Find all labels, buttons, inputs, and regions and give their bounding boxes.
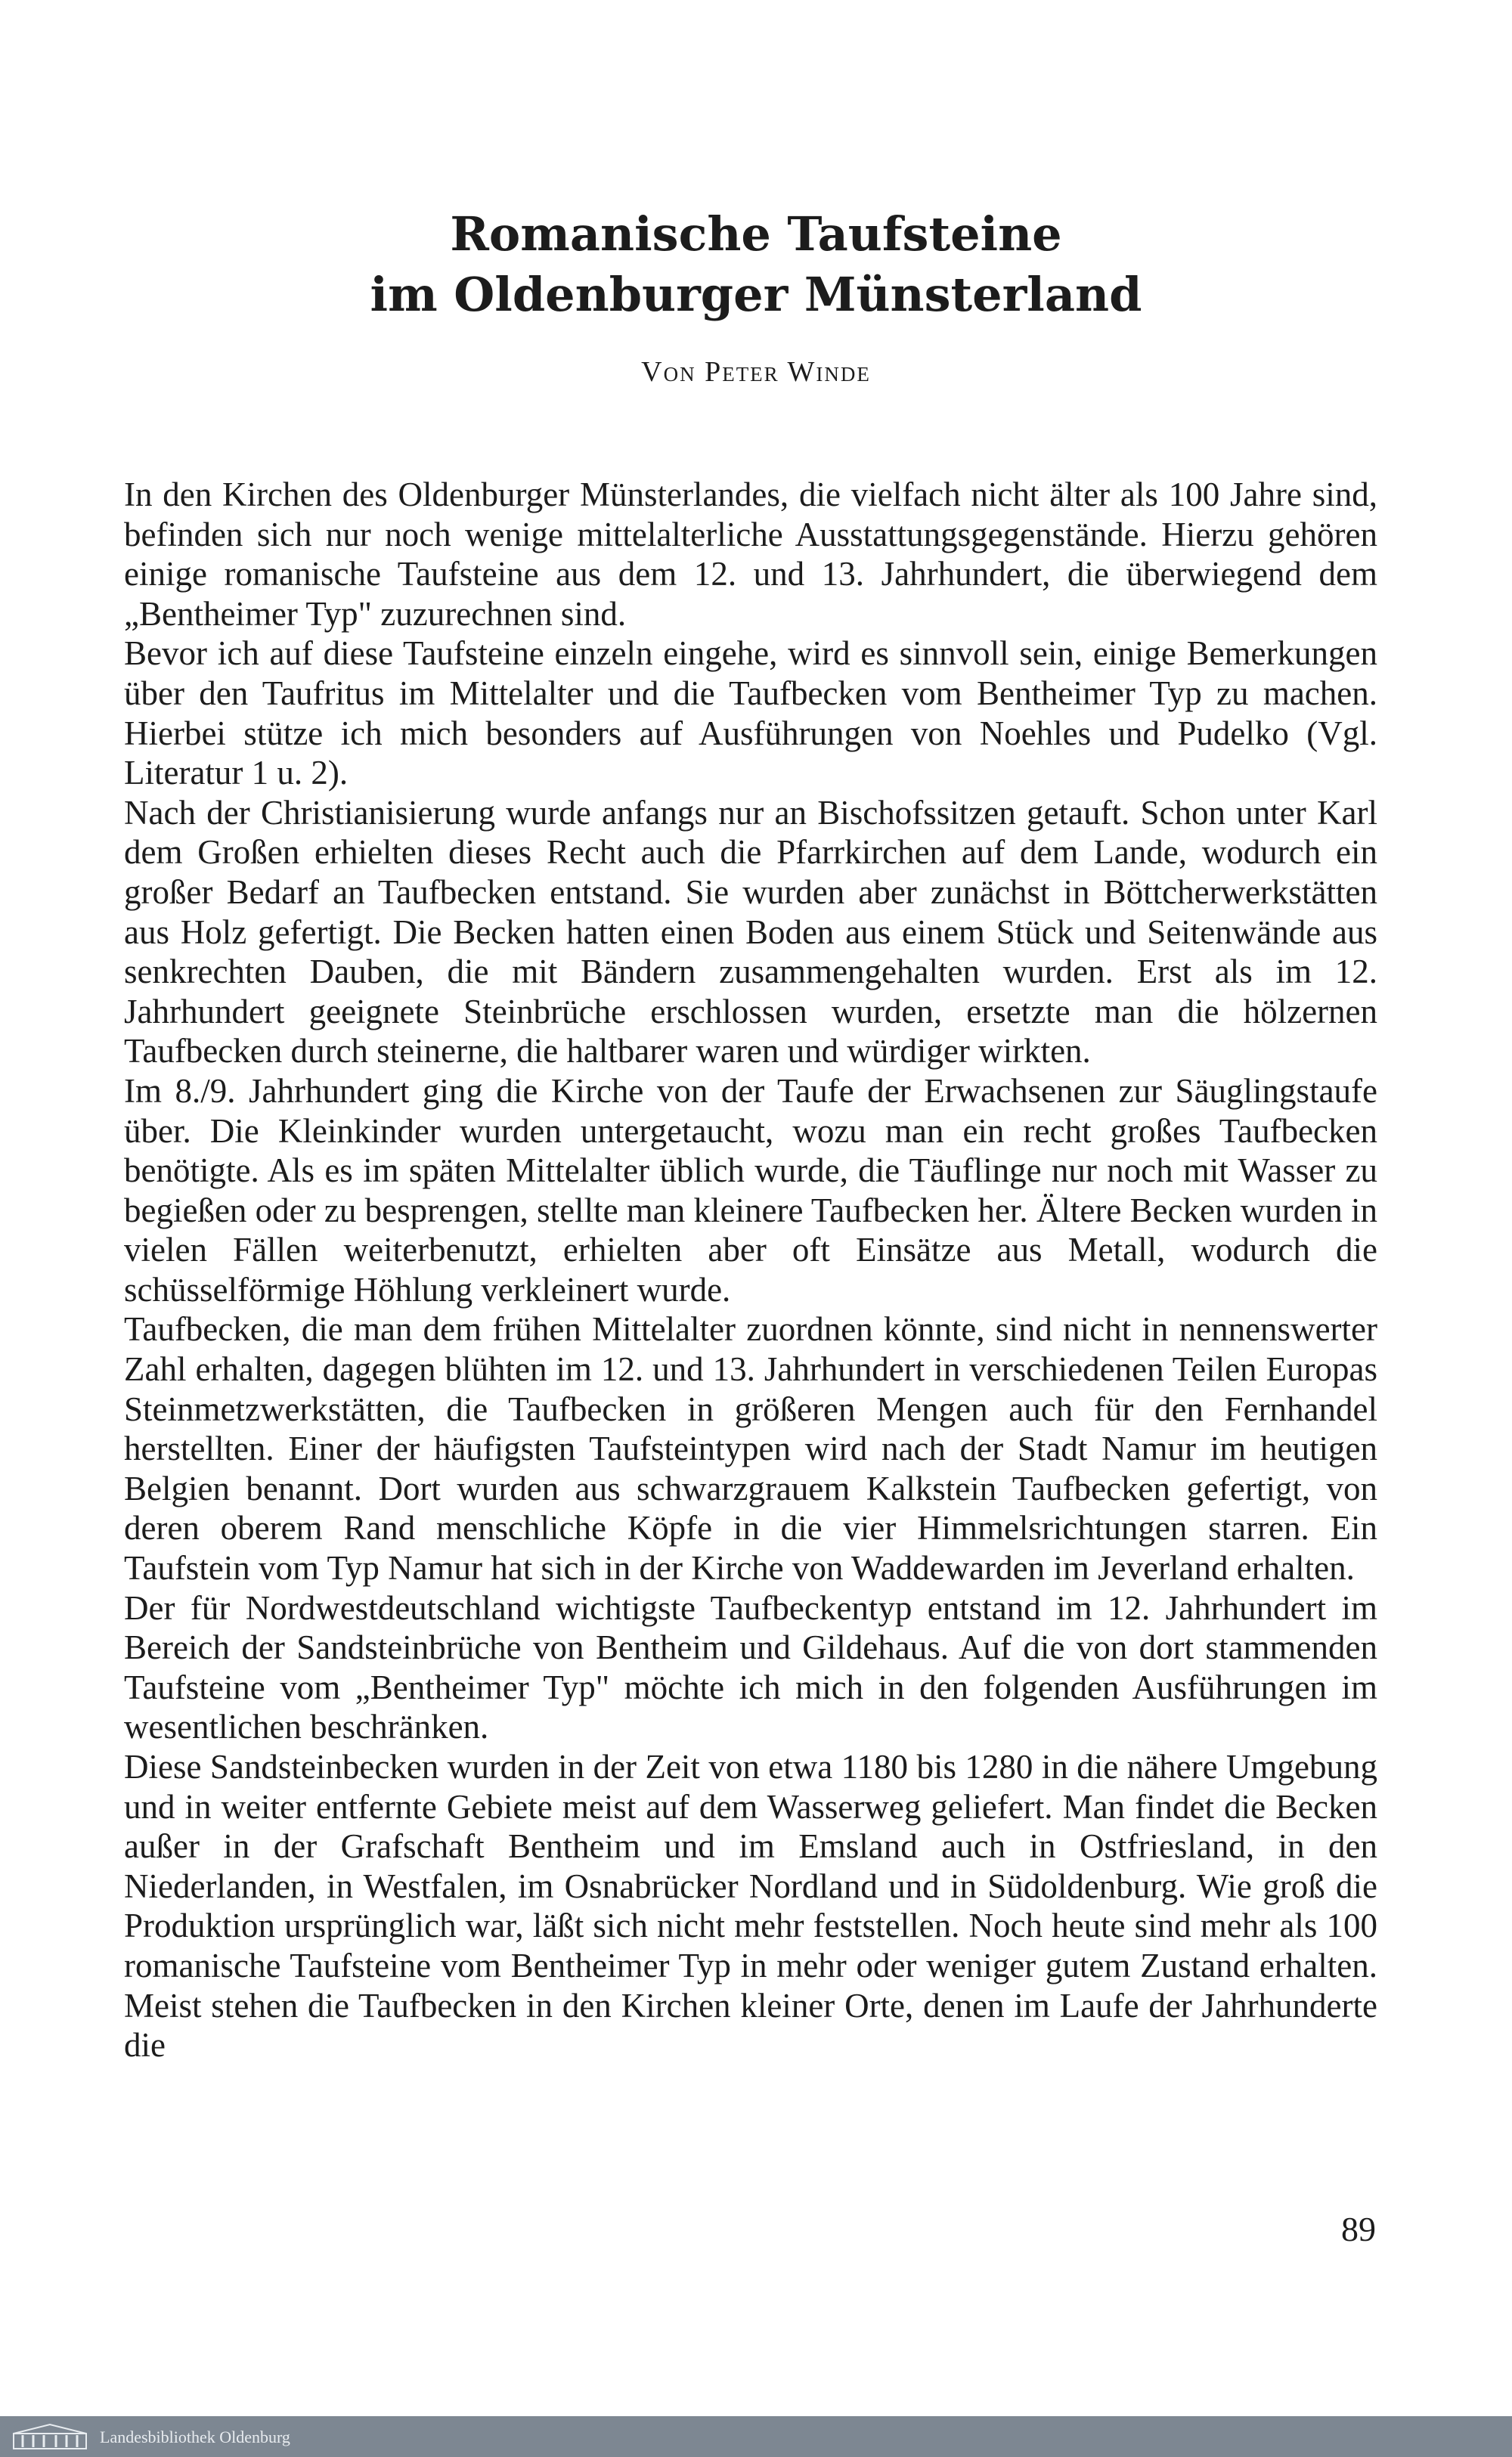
paragraph-7: Diese Sandsteinbecken wurden in der Zeit von etwa 1180 bis 1280 in die nähere Umgebung und in weiter entfernte Gebiete meist auf dem Wasserweg geliefert. Man findet die Becken außer in der Grafschaft Bentheim und im Emsland auch in Ostfriesland, in den Niederlanden, in Westfalen, im Osnabrücker Nordland und in Südoldenburg. Wie groß die Produktion ursprünglich war, läßt sich nicht mehr feststellen. Noch heute sind mehr als 100 romanische Taufsteine vom Bentheimer Typ in mehr oder weniger gutem Zustand erhalten. Meist stehen die Taufbecken in den Kirchen kleiner Orte, denen im Laufe der Jahrhunderte die [124, 1748, 1377, 2065]
footer-bar [0, 2416, 1512, 2457]
article-body [124, 475, 1377, 2065]
paragraph-5: Taufbecken, die man dem frühen Mittelalter zuordnen könnte, sind nicht in nennenswerter Zahl erhalten, dagegen blühten im 12. und 13. Jahrhundert in verschiedenen Teilen Europas Steinmetzwerkstätten, die Taufbecken in größeren Mengen auch für den Fernhandel herstellten. Einer der häufigsten Taufsteintypen wird nach der Stadt Namur im heutigen Belgien benannt. Dort wurden aus schwarzgrauem Kalkstein Taufbecken gefertigt, von deren oberem Rand menschliche Köpfe in die vier Himmelsrichtungen starren. Ein Taufstein vom Typ Namur hat sich in der Kirche von Waddewarden im Jeverland erhalten. [124, 1310, 1377, 1588]
paragraph-6: Der für Nordwestdeutschland wichtigste Taufbeckentyp entstand im 12. Jahrhundert im Bereich der Sandsteinbrüche von Bentheim und Gildehaus. Auf die von dort stammenden Taufsteine vom „Bentheimer Typ" möchte ich mich in den folgenden Ausführungen im wesentlichen beschränken. [124, 1588, 1377, 1746]
author-byline: Von Peter Winde [641, 356, 871, 388]
title-line-2: im Oldenburger Münsterland [370, 267, 1142, 322]
paragraph-2: Bevor ich auf diese Taufsteine einzeln eingehe, wird es sinnvoll sein, einige Bemerkungen über den Taufritus im Mittelalter und die Taufbecken vom Bentheimer Typ zu machen. Hierbei stütze ich mich besonders auf Ausführungen von Noehles und Pudelko (Vgl. Literatur 1 u. 2). [124, 634, 1377, 792]
title-line-1: Romanische Taufsteine [450, 206, 1062, 262]
library-building-icon [12, 2423, 88, 2450]
page-number: 89 [1341, 2210, 1376, 2248]
paragraph-1: In den Kirchen des Oldenburger Münsterlandes, die vielfach nicht älter als 100 Jahre sind, befinden sich nur noch wenige mittelalterliche Ausstattungsgegenstände. Hierzu gehören einige romanische Taufsteine aus dem 12. und 13. Jahrhundert, die überwiegend dem „Bentheimer Typ" zuzurechnen sind. [124, 476, 1377, 633]
paragraph-3: Nach der Christianisierung wurde anfangs nur an Bischofssitzen getauft. Schon unter Karl dem Großen erhielten dieses Recht auch die Pfarrkirchen auf dem Lande, wodurch ein großer Bedarf an Taufbecken entstand. Sie wurden aber zunächst in Böttcherwerkstätten aus Holz gefertigt. Die Becken hatten einen Boden aus einem Stück und Seitenwände aus senkrechten Dauben, die mit Bändern zusammengehalten wurden. Erst als im 12. Jahrhundert geeignete Steinbrüche erschlossen wurden, ersetzte man die hölzernen Taufbecken durch steinerne, die haltbarer waren und würdiger wirkten. [124, 793, 1377, 1070]
article-title [0, 204, 1512, 325]
library-label: Landesbibliothek Oldenburg [100, 2428, 290, 2446]
paragraph-4: Im 8./9. Jahrhundert ging die Kirche von der Taufe der Erwachsenen zur Säuglingstaufe über. Die Kleinkinder wurden untergetaucht, wozu man ein recht großes Taufbecken benötigte. Als es im späten Mittelalter üblich wurde, die Täuflinge nur noch mit Wasser zu begießen oder zu besprengen, stellte man kleinere Taufbecken her. Ältere Becken wurden in vielen Fällen weiterbenutzt, erhielten aber oft Einsätze aus Metall, wodurch die schüsselförmige Höhlung verkleinert wurde. [124, 1071, 1377, 1309]
